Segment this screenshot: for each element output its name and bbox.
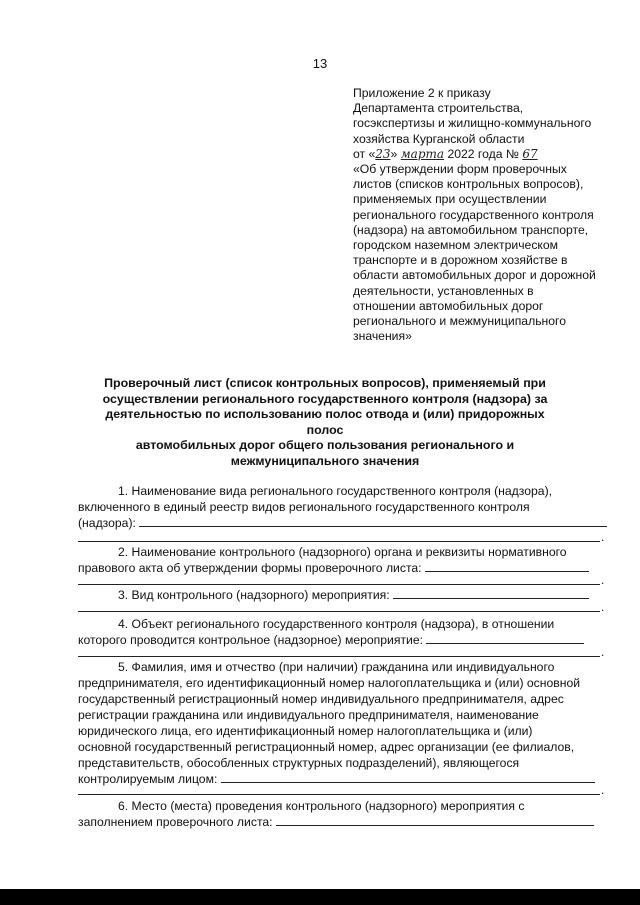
document-title [90, 376, 560, 470]
period-mark: . [601, 645, 605, 659]
title-line: Проверочный лист (список контрольных вопросов), применяемый при [104, 376, 546, 390]
date-year: 2022 года № [447, 146, 519, 161]
date-mid: » [390, 146, 398, 161]
fill-field-6[interactable] [276, 814, 594, 826]
appendix-body-line: листов (списков контрольных вопросов), [353, 177, 584, 192]
appendix-line: госэкспертизы и жилищно-коммунального [353, 116, 592, 131]
item-5-line: основной государственный регистрационный номер, адрес организации (ее филиалов, [78, 740, 575, 754]
handwritten-order-number: 67 [522, 146, 538, 161]
period-mark: . [601, 783, 605, 797]
appendix-body-line: городском наземном электрическом [353, 238, 559, 253]
item-3-line: 3. Вид контрольного (надзорного) мероприятия: [118, 588, 390, 602]
item-4-line: которого проводится контрольное (надзорное) мероприятие: [78, 633, 423, 647]
period-mark: . [601, 573, 605, 587]
handwritten-day: 23 [375, 146, 391, 161]
appendix-body-line: деятельности, установленных в [353, 283, 534, 298]
item-5-line: государственный регистрационный номер индивидуального предпринимателя, адрес [78, 692, 564, 706]
item-5-line: 5. Фамилия, имя и отчество (при наличии) гражданина или индивидуального [118, 660, 555, 674]
item-2-line: правового акта об утверждении формы проверочного листа: [78, 561, 422, 575]
fill-field-2[interactable] [425, 560, 589, 572]
appendix-block [353, 86, 623, 344]
fill-field-4[interactable] [426, 632, 584, 644]
appendix-body-line: «Об утверждении форм проверочных [353, 162, 567, 177]
item-5-line: юридического лица, его идентификационный номер налогоплательщика и (или) [78, 724, 533, 738]
fill-line[interactable] [78, 656, 600, 657]
item-5-line: контролируемым лицом: [78, 772, 218, 786]
item-1-line: включенного в единый реестр видов регионального государственного контроля [78, 500, 530, 514]
fill-line[interactable] [78, 584, 600, 585]
title-line: осуществлении регионального государственного контроля (надзора) за [102, 391, 548, 406]
appendix-line: Департамента строительства, [353, 101, 524, 116]
item-4-line: 4. Объект регионального государственного контроля (надзора), в отношении [118, 617, 555, 631]
appendix-body-line: отношении автомобильных дорог [353, 298, 544, 313]
item-2 [78, 544, 610, 576]
item-1-line: (надзора): [78, 516, 136, 530]
fill-line[interactable] [78, 611, 600, 612]
item-6 [78, 798, 610, 830]
appendix-body-line: регионального государственного контроля [353, 207, 594, 222]
appendix-body-line: области автомобильных дорог и дорожной [353, 268, 596, 283]
handwritten-month: марта [400, 146, 445, 161]
item-1 [78, 483, 610, 531]
item-1-line: 1. Наименование вида регионального государственного контроля (надзора), [118, 484, 553, 498]
period-mark: . [601, 530, 605, 544]
item-2-line: 2. Наименование контрольного (надзорного) органа и реквизиты нормативного [118, 545, 567, 559]
appendix-body-line: регионального и межмуниципального [353, 314, 567, 329]
item-5-line: представительств, обособленных структурных подразделений), являющегося [78, 756, 520, 770]
item-6-line: 6. Место (места) проведения контрольного (надзорного) мероприятия с [118, 799, 525, 813]
title-line: деятельностью по использованию полос отвода и (или) придорожных полос [105, 407, 545, 437]
appendix-line: хозяйства Курганской области [353, 131, 525, 146]
fill-field-3[interactable] [393, 587, 589, 599]
period-mark: . [601, 600, 605, 614]
appendix-body-line: значения» [353, 329, 412, 344]
title-line: автомобильных дорог общего пользования регионального и [135, 438, 515, 453]
fill-field-5[interactable] [221, 771, 595, 783]
order-date-line [353, 147, 623, 162]
fill-line[interactable] [78, 541, 600, 542]
appendix-body-line: применяемых при осуществлении [353, 192, 547, 207]
fill-field-1[interactable] [139, 515, 607, 527]
appendix-body-line: (надзора) на автомобильном транспорте, [353, 222, 589, 237]
page-number: 13 [312, 56, 328, 71]
title-line: межмуниципального значения [230, 453, 420, 468]
item-6-line: заполнением проверочного листа: [78, 815, 273, 829]
fill-line[interactable] [78, 794, 600, 795]
date-prefix: от « [353, 146, 376, 161]
item-5 [78, 659, 610, 787]
item-3 [78, 587, 610, 603]
scan-edge-bar [0, 889, 640, 905]
appendix-line: Приложение 2 к приказу [353, 86, 491, 100]
item-5-line: предпринимателя, его идентификационный номер налогоплательщика и (или) основной [78, 676, 581, 690]
item-5-line: регистрации гражданина или индивидуального предпринимателя, наименование [78, 708, 539, 722]
appendix-body-line: транспорте и в дорожном хозяйстве в [353, 253, 568, 268]
item-4 [78, 616, 610, 648]
